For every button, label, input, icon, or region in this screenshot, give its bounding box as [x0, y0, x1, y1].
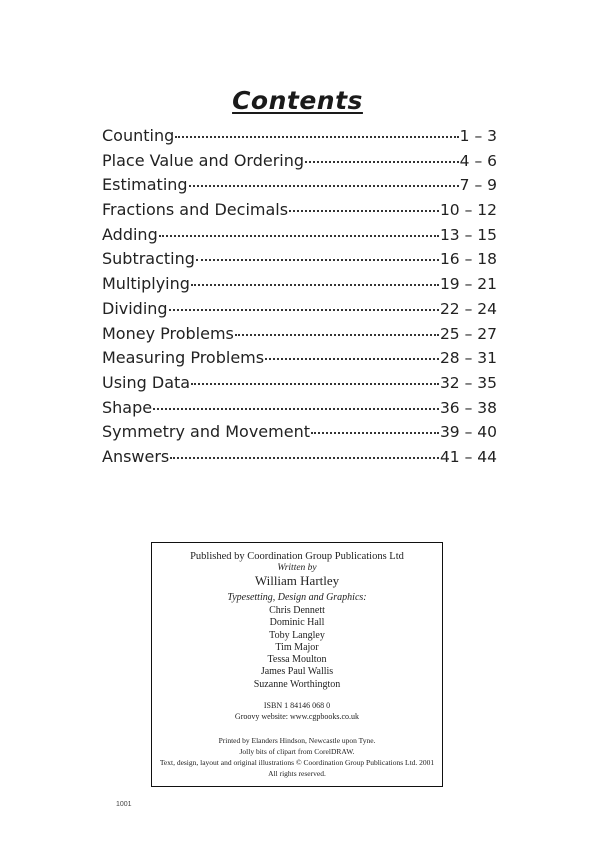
toc-entry: [102, 151, 497, 176]
toc-entry: [102, 398, 497, 423]
toc-entry-title: Answers: [102, 446, 170, 466]
staff-name: Dominic Hall: [269, 617, 325, 629]
toc-entry-pages: 25 – 27: [439, 324, 497, 343]
toc-entry-pages: 16 – 18: [439, 250, 497, 269]
toc-entry: [102, 175, 497, 200]
staff-name: Toby Langley: [269, 629, 325, 641]
toc-entry-pages: 4 – 6: [459, 151, 497, 170]
toc-entry: [102, 299, 497, 324]
toc-dot-leader: [289, 210, 439, 212]
toc-entry-title: Adding: [102, 224, 158, 244]
toc-entry-title: Multiplying: [102, 274, 190, 294]
toc-entry-title: Counting: [102, 126, 175, 145]
toc-entry-title: Subtracting: [102, 249, 195, 269]
toc-entry-title: Using Data: [102, 372, 191, 392]
staff-name: James Paul Wallis: [260, 666, 334, 678]
toc-entry-pages: 28 – 31: [439, 349, 497, 368]
toc-dot-leader: [196, 259, 439, 261]
toc-entry: [102, 447, 497, 472]
toc-dot-leader: [311, 432, 439, 434]
toc-entry: [102, 200, 497, 225]
toc-dot-leader: [175, 136, 458, 138]
written-by-label: Written by: [277, 563, 317, 573]
toc-entry-title: Money Problems: [102, 323, 234, 343]
staff-name: Tessa Moulton: [267, 654, 327, 666]
rights-line: All rights reserved.: [268, 769, 326, 779]
toc-entry-title: Place Value and Ordering: [102, 150, 305, 170]
toc-dot-leader: [169, 309, 439, 311]
printed-by-line: Printed by Elanders Hindson, Newcastle upon Tyne.: [218, 736, 376, 746]
toc-entry-pages: 39 – 40: [439, 423, 497, 442]
toc-entry-pages: 7 – 9: [459, 176, 497, 195]
toc-entry-pages: 32 – 35: [439, 373, 497, 392]
toc-dot-leader: [159, 235, 439, 237]
toc-entry-pages: 19 – 21: [439, 275, 497, 294]
toc-entry-title: Shape: [102, 397, 153, 417]
toc-dot-leader: [235, 334, 439, 336]
toc-entry-pages: 41 – 44: [439, 447, 497, 466]
staff-name: Suzanne Worthington: [253, 678, 341, 690]
staff-name: Chris Dennett: [269, 605, 325, 616]
toc-dot-leader: [191, 383, 439, 385]
credits-box: [151, 542, 443, 787]
toc-entry-title: Dividing: [102, 298, 168, 318]
staff-list: [152, 605, 442, 691]
toc-entry: [102, 126, 497, 151]
toc-entry: [102, 249, 497, 274]
toc-dot-leader: [265, 358, 439, 360]
footer-code: 1001: [116, 801, 132, 808]
typesetting-heading: Typesetting, Design and Graphics:: [227, 592, 367, 603]
toc-entry: [102, 225, 497, 250]
page-title: Contents: [232, 86, 363, 115]
toc-entry-title: Fractions and Decimals: [102, 200, 289, 220]
table-of-contents: [102, 126, 497, 472]
website-line: Groovy website: www.cgpbooks.co.uk: [234, 712, 360, 722]
toc-dot-leader: [191, 284, 439, 286]
toc-entry: [102, 422, 497, 447]
toc-entry-pages: 22 – 24: [439, 299, 497, 318]
toc-entry-pages: 1 – 3: [459, 127, 497, 145]
toc-entry-pages: 10 – 12: [439, 201, 497, 220]
publisher-line: Published by Coordination Group Publications Ltd: [190, 551, 404, 562]
copyright-line: Text, design, layout and original illustrations © Coordination Group Publications Ltd. 2001: [159, 758, 435, 768]
toc-entry-pages: 36 – 38: [439, 398, 497, 417]
toc-entry: [102, 274, 497, 299]
toc-entry: [102, 324, 497, 349]
toc-entry-pages: 13 – 15: [439, 225, 497, 244]
clipart-line: Jolly bits of clipart from CorelDRAW.: [239, 747, 355, 757]
toc-dot-leader: [170, 457, 439, 459]
toc-entry: [102, 373, 497, 398]
toc-entry-title: Measuring Problems: [102, 348, 265, 368]
toc-entry-title: Estimating: [102, 175, 188, 195]
toc-dot-leader: [305, 161, 459, 163]
toc-dot-leader: [153, 408, 439, 410]
toc-entry-title: Symmetry and Movement: [102, 422, 310, 442]
toc-entry: [102, 348, 497, 373]
author-name: William Hartley: [254, 573, 340, 588]
toc-dot-leader: [189, 185, 459, 187]
isbn-line: ISBN 1 84146 068 0: [263, 701, 331, 711]
staff-name: Tim Major: [275, 641, 319, 653]
